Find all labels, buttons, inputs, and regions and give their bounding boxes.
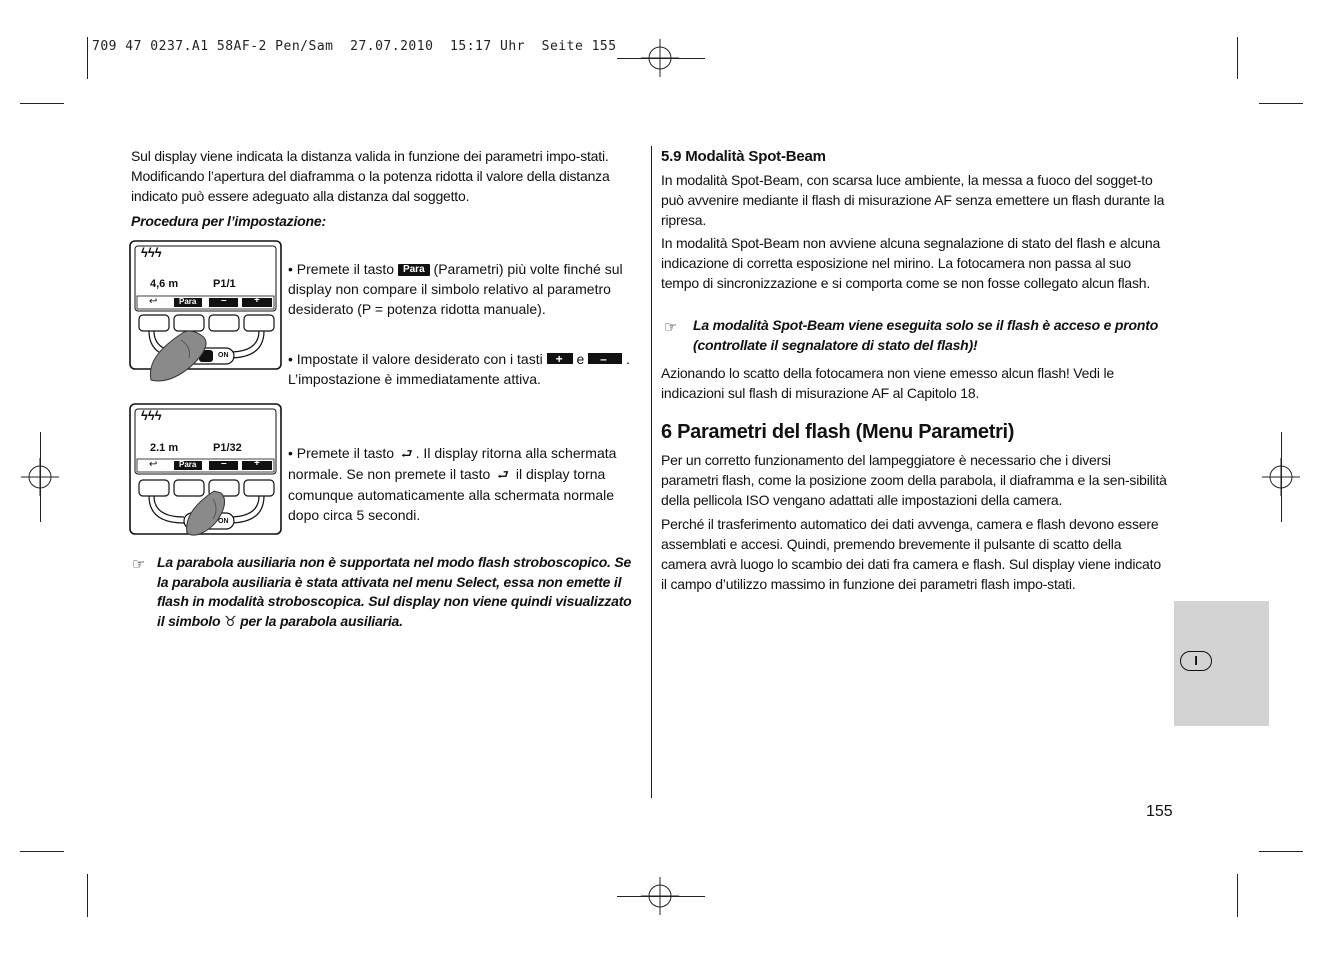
language-tab-label: I bbox=[1180, 651, 1212, 671]
crop-mark bbox=[1237, 37, 1238, 79]
device1-plus-label: + bbox=[254, 295, 260, 306]
spot-beam-note: La modalità Spot-Beam viene eseguita solo se il flash è acceso e pronto (controllate il segnalatore di stato del flash)! bbox=[693, 317, 1159, 353]
step2-text bbox=[288, 349, 640, 389]
device2-distance: 2.1 m bbox=[150, 442, 179, 454]
step3-text bbox=[288, 443, 640, 525]
parameters-paragraph-1: Per un corretto funzionamento del lampeggiatore è necessario che i diversi parametri flash, come la posizione zoom della parabola, il diaframma e la sen-sibilità della pellicola ISO vengano adattati alle impostazioni della camera. bbox=[661, 452, 1167, 508]
step2-and: e bbox=[576, 351, 585, 367]
pointing-hand-icon: ☞ bbox=[664, 319, 678, 336]
crop-mark bbox=[1237, 874, 1238, 917]
back-key-icon: ⮐ bbox=[497, 467, 509, 482]
print-header: 709 47 0237.A1 58AF-2 Pen/Sam 27.07.2010 15:17 Uhr Seite 155 bbox=[92, 39, 617, 54]
device1-power: P1/1 bbox=[213, 278, 236, 290]
minus-key-icon: – bbox=[588, 353, 622, 364]
crop-mark bbox=[87, 37, 88, 79]
device1-back-button-icon: ↩ bbox=[149, 296, 158, 307]
step3-middle: . Il display ritorna alla schermata normale. Se non premete il tasto bbox=[288, 445, 617, 482]
crop-mark bbox=[20, 851, 64, 852]
step1-prefix: • Premete il tasto bbox=[288, 261, 395, 277]
crop-mark bbox=[40, 432, 41, 522]
device2-power: P1/32 bbox=[213, 442, 242, 454]
back-key-icon: ⮐ bbox=[400, 446, 413, 461]
flash-device-illustration-1 bbox=[129, 240, 283, 386]
device2-para-label: Para bbox=[179, 460, 197, 469]
left-note bbox=[157, 553, 641, 631]
step2-suffix: . L’impostazione è immediatamente attiva. bbox=[288, 351, 630, 387]
step3-prefix: • Premete il tasto bbox=[288, 445, 395, 461]
spot-beam-paragraph-1: In modalità Spot-Beam, con scarsa luce ambiente, la messa a fuoco del sogget-to può avvenire mediante il flash di misurazione AF senza emettere un flash durante la ripresa. bbox=[661, 172, 1165, 228]
parameters-paragraph-2: Perché il trasferimento automatico dei dati avvenga, camera e flash devono essere assemblati e accesi. Quindi, premendo brevemente il pulsante di scatto della camera avrà luogo lo scambio dei dati fra camera e flash. Sul display viene indicato il campo d’utilizzo massimo in funzione dei parametri flash impo-stati. bbox=[661, 516, 1161, 592]
auxiliary-reflector-icon: ♉ bbox=[224, 612, 237, 629]
crop-mark bbox=[1259, 103, 1303, 104]
left-note-end: per la parabola ausiliaria. bbox=[240, 612, 403, 629]
crop-mark bbox=[87, 874, 88, 917]
step1-suffix: (Parametri) più volte finché sul display non compare il simbolo relativo al parametro desiderato (P = potenza ridotta manuale). bbox=[288, 261, 623, 317]
device2-back-button-icon: ↩ bbox=[149, 459, 158, 470]
device2-minus-label: – bbox=[221, 458, 227, 469]
device1-distance: 4,6 m bbox=[150, 278, 179, 290]
para-key-icon: Para bbox=[398, 264, 430, 276]
spot-beam-paragraph-2: In modalità Spot-Beam non avviene alcuna segnalazione di stato del flash e alcuna indicazione di corretta esposizione nel mirino. La fotocamera non passa al suo tempo di sincronizzazione e si comporta come se non fosse collegato alcun flash. bbox=[661, 235, 1161, 291]
device1-flash-symbol: ϟϟϟ bbox=[141, 245, 162, 260]
left-note-text: La parabola ausiliaria non è supportata nel modo flash stroboscopico. Se la parabola ausiliaria è stata attivata nel menu Select, essa non emette il flash in modalità stroboscopica. Sul display non viene quindi visualizzato il simbolo bbox=[157, 554, 632, 629]
device2-plus-label: + bbox=[254, 458, 260, 469]
device2-on-label: ON bbox=[218, 518, 229, 525]
plus-key-icon: + bbox=[547, 353, 573, 364]
crop-mark bbox=[617, 896, 705, 897]
spot-beam-paragraph-3: Azionando lo scatto della fotocamera non viene emesso alcun flash! Vedi le indicazioni sul flash di misurazione AF al Capitolo 18. bbox=[661, 365, 1114, 401]
intro-paragraph: Sul display viene indicata la distanza valida in funzione dei parametri impo-stati. Modificando l’apertura del diaframma o la potenza ridotta il valore della distanza indicato può essere adeguato alla distanza dal soggetto. bbox=[131, 148, 610, 204]
device2-flash-symbol: ϟϟϟ bbox=[141, 408, 162, 423]
device1-on-label: ON bbox=[218, 352, 229, 359]
device1-minus-label: – bbox=[221, 295, 227, 306]
pointing-hand-icon: ☞ bbox=[132, 556, 146, 573]
crop-mark bbox=[1281, 432, 1282, 522]
page-number: 155 bbox=[1146, 803, 1173, 820]
crop-mark bbox=[1259, 851, 1303, 852]
flash-device-illustration-2 bbox=[129, 403, 283, 549]
step2-prefix: • Impostate il valore desiderato con i tasti bbox=[288, 351, 543, 367]
section-6-title: 6 Parametri del flash (Menu Parametri) bbox=[661, 421, 1015, 443]
device1-para-label: Para bbox=[179, 297, 197, 306]
step3-suffix: il display torna comunque automaticamente alla schermata normale dopo circa 5 secondi. bbox=[288, 466, 615, 523]
procedure-heading: Procedura per l’impostazione: bbox=[131, 213, 326, 229]
crop-mark bbox=[20, 103, 64, 104]
crop-mark bbox=[617, 58, 705, 59]
column-divider bbox=[651, 146, 652, 798]
step1-text bbox=[288, 259, 640, 319]
section-5-9-title: 5.9 Modalità Spot-Beam bbox=[661, 148, 826, 165]
